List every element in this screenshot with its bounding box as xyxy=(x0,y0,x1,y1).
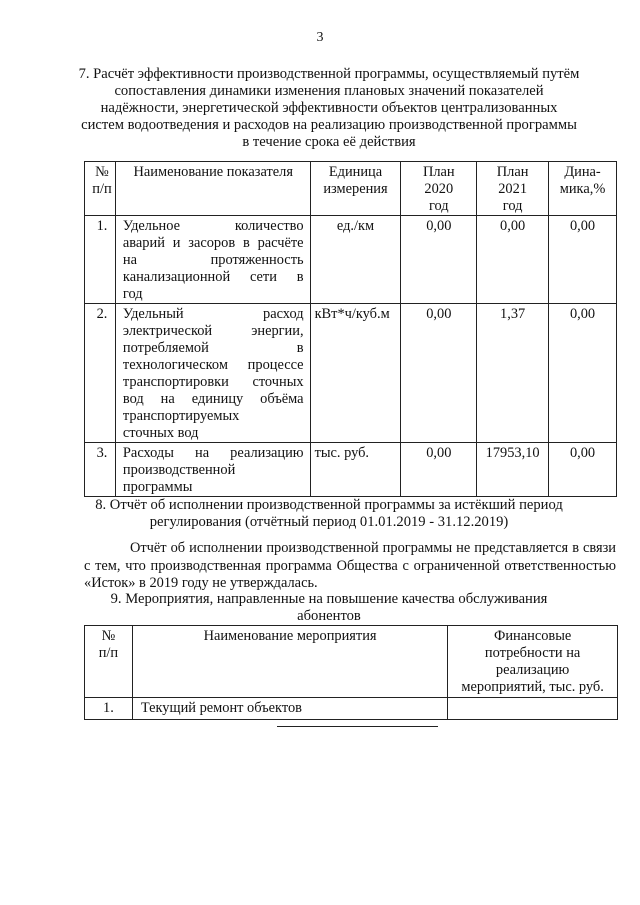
table-row xyxy=(85,216,617,304)
row-indicator-name: Удельное количество аварий и засоров в расчёте на протяженность канализационной сети в год xyxy=(115,216,310,304)
table-header-row xyxy=(85,626,618,698)
header-finance: Финансовые потребности на реализацию мероприятий, тыс. руб. xyxy=(448,626,618,698)
header-plan-2020: План 2020 год xyxy=(401,162,477,216)
table-header-row xyxy=(85,162,617,216)
section-9-title: 9. Мероприятия, направленные на повышение качества обслуживания абонентов xyxy=(110,591,548,624)
row-num: 1. xyxy=(85,216,116,304)
header-num: № п/п xyxy=(85,162,116,216)
row-dynamics: 0,00 xyxy=(549,216,617,304)
row-dynamics: 0,00 xyxy=(549,304,617,443)
table-row xyxy=(85,443,617,497)
row-num: 1. xyxy=(85,698,133,720)
row-num: 2. xyxy=(85,304,116,443)
row-unit: кВт*ч/куб.м xyxy=(310,304,401,443)
page-number: 3 xyxy=(316,30,324,45)
row-num: 3. xyxy=(85,443,116,497)
row-unit: тыс. руб. xyxy=(310,443,401,497)
row-indicator-name: Удельный расход электрической энергии, потребляемой в технологическом процессе транспортировки сточных вод на единицу объёма транспортируемых сточных вод xyxy=(115,304,310,443)
table-row xyxy=(85,698,618,720)
header-measure-name: Наименование мероприятия xyxy=(132,626,447,698)
header-plan-2021: План 2021 год xyxy=(477,162,549,216)
section-8-paragraph: Отчёт об исполнении производственной программы не представляется в связи с тем, что производственная программа Общества с ограниченной ответственностью «Исток» в 2019 году не утверждалась. xyxy=(84,540,616,591)
row-plan-2021: 1,37 xyxy=(477,304,549,443)
section-7-title: 7. Расчёт эффективности производственной программы, осуществляемый путём сопоставления динамики изменения плановых значений показателей надёжности, энергетической эффективности объектов централизованных систем водоотведения и расходов на реализацию производственной программы в течение срока её действия xyxy=(78,66,580,150)
row-measure-name: Текущий ремонт объектов xyxy=(132,698,447,720)
efficiency-table xyxy=(84,161,617,497)
section-8-title: 8. Отчёт об исполнении производственной программы за истёкший период регулирования (отчётный период 01.01.2019 - 31.12.2019) xyxy=(95,497,563,530)
end-rule xyxy=(277,726,438,727)
header-indicator-name: Наименование показателя xyxy=(115,162,310,216)
row-plan-2020: 0,00 xyxy=(401,216,477,304)
header-dynamics: Дина- мика,% xyxy=(549,162,617,216)
row-plan-2021: 0,00 xyxy=(477,216,549,304)
row-plan-2020: 0,00 xyxy=(401,443,477,497)
row-dynamics: 0,00 xyxy=(549,443,617,497)
row-finance xyxy=(448,698,618,720)
row-indicator-name: Расходы на реализацию производственной программы xyxy=(115,443,310,497)
measures-table xyxy=(84,625,618,720)
table-row xyxy=(85,304,617,443)
row-unit: ед./км xyxy=(310,216,401,304)
row-plan-2021: 17953,10 xyxy=(477,443,549,497)
header-unit: Единица измерения xyxy=(310,162,401,216)
header-num: № п/п xyxy=(85,626,133,698)
row-plan-2020: 0,00 xyxy=(401,304,477,443)
